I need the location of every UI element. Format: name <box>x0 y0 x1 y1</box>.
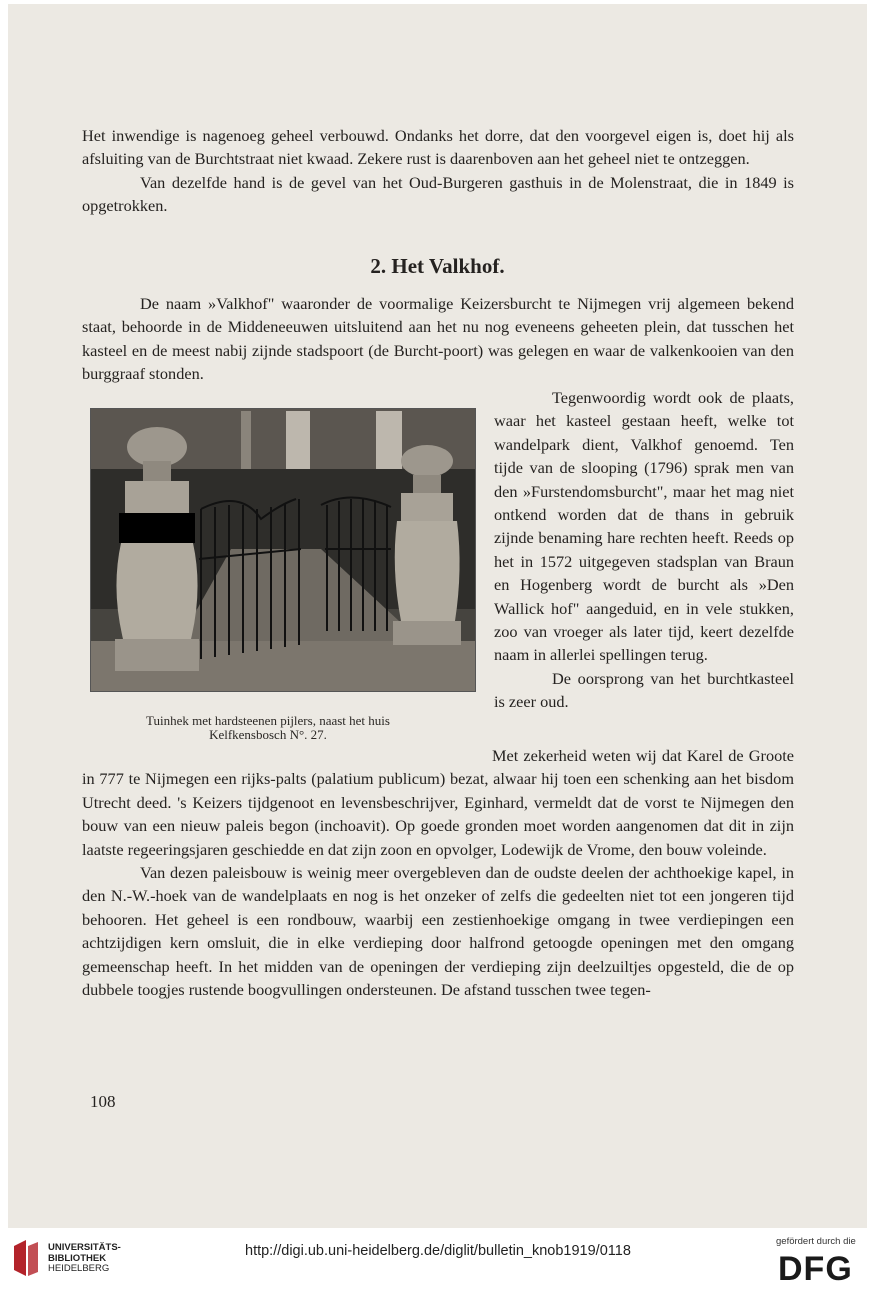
side-paragraph: Tegenwoordig wordt ook de plaats, waar het kasteel gestaan heeft, welke tot wandelpark dient, Valkhof genoemd. Ten tijde van de slooping (1796) sprak men van den »Furstendomsburcht", maar het mag niet ontkend worden dat de thans in gebruik zijnde benaming hare rechten heeft. Reeds op het in 1572 uitgegeven stadsplan van Braun en Hogenberg wordt de burcht als »Den Wallick hof" aangeduid, en in vele stukken, zoo van vroeger als later tijd, keert dezelfde naam in allerlei spellingen terug. <box>494 388 794 665</box>
library-line-2: BIBLIOTHEK <box>48 1252 107 1264</box>
university-library-logo-icon <box>10 1238 40 1278</box>
paragraph-4: Met zekerheid weten wij dat Karel de Groote in 777 te Nijmegen een rijks-palts (palatium publicum) bezat, alwaar hij toen een schenking aan het bisdom Utrecht deed. 's Keizers tijdgenoot en levensbeschrijver, Eginhard, vermeldt dat de vorst te Nijmegen den bouw van een nieuw paleis begon (inchoavit). Op goede gronden moet worden aangenomen dat dit in zijn laatste regeeringsjaren geschiedde en dat zijn zoon en opvolger, Lodewijk de Vrome, den bouw voleinde. <box>82 746 794 859</box>
garden-gate-photo <box>90 408 476 692</box>
dfg-logo: DFG <box>778 1250 853 1288</box>
caption-line-1: Tuinhek met hardsteenen pijlers, naast het huis <box>146 713 390 728</box>
top-text <box>82 124 794 218</box>
permalink-url[interactable]: http://digi.ub.uni-heidelberg.de/diglit/bulletin_knob1919/0118 <box>245 1243 631 1259</box>
section-heading: 2. Het Valkhof. <box>370 254 505 278</box>
library-line-3: HEIDELBERG <box>48 1263 110 1274</box>
library-line-1: UNIVERSITÄTS- <box>48 1242 121 1253</box>
paragraph-1: Het inwendige is nagenoeg geheel verbouwd. Ondanks het dorre, dat den voorgevel eigen is, doet hij als afsluiting van de Burchtstraat niet kwaad. Zekere rust is daarenboven aan het geheel niet te ontzeggen. <box>82 126 794 169</box>
viewer-footer <box>0 1228 875 1293</box>
funding-note: gefördert durch die <box>776 1236 856 1247</box>
library-name <box>48 1243 121 1275</box>
paragraph-3: De naam »Valkhof" waaronder de voormalige Keizersburcht te Nijmegen vrij algemeen bekend staat, behoorde in de Middeneeuwen uitsluitend aan het nu nog eveneens geheeten plein, dat tusschen het kasteel en de meest nabij zijnde stadspoort (de Burcht-poort) was gelegen en waar de valkenkooien van den burggraaf stonden. <box>82 294 794 384</box>
paragraph-2: Van dezelfde hand is de gevel van het Oud-Burgeren gasthuis in de Molenstraat, die in 1849 is opgetrokken. <box>82 172 794 216</box>
scanned-page <box>8 4 867 1228</box>
intro-text <box>82 292 794 386</box>
side-paragraph-2: De oorsprong van het burchtkasteel is zeer oud. <box>494 668 794 712</box>
page-number: 108 <box>90 1092 116 1111</box>
photo-caption <box>98 714 438 742</box>
side-text <box>494 386 794 714</box>
paragraph-5: Van dezen paleisbouw is weinig meer overgebleven dan de oudste deelen der achthoekige kapel, in den N.-W.-hoek van de wandelplaats en nog is het onzeker of zelfs die gedeelten niet tot een jongeren tijd behooren. Het geheel is een rondbouw, waarbij een zestienhoekige omgang in twee verdiepingen een achtzijdigen kern omsluit, die in elke verdieping door halfrond getoogde openingen met den omgang gemeenschap heeft. In het midden van de openingen der verdieping zijn deelzuiltjes opgesteld, die de op dubbele toogjes rustende boogvullingen ondersteunen. De afstand tusschen twee tegen- <box>82 863 794 1000</box>
caption-line-2: Kelfkensbosch N°. 27. <box>209 727 327 742</box>
main-text <box>82 744 794 1001</box>
